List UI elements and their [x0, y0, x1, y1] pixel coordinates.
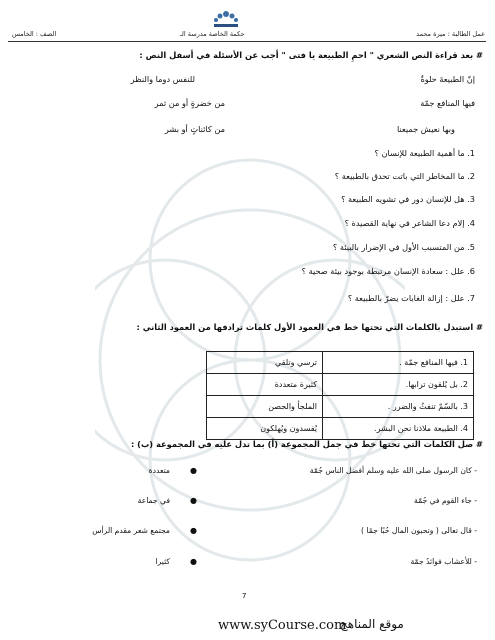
table-row — [207, 396, 474, 418]
table-cell-word: 4. الطبيعة ملاذنا نحن البشر. — [323, 418, 474, 440]
q1-question-2: 2. ما المخاطر التي باتت تحدق بالطبيعة ؟ — [334, 171, 475, 181]
group-a-item-2: - جاء القوم في جُمّة — [414, 496, 477, 505]
q1-question-1: 1. ما أهمية الطبيعة للإنسان ؟ — [374, 148, 475, 158]
q3-instruction: # صل الكلمات التي تحتها خط في جمل المجموعة (أ) بما تدل عليه في المجموعة (ب) : — [130, 439, 483, 449]
header-divider — [8, 41, 486, 42]
table-row — [207, 352, 474, 374]
q1-question-6: 6. علل : سعادة الإنسان مرتبطة بوجود بيئة صحية ؟ — [301, 266, 475, 276]
q1-question-3: 3. هل للإنسان دور في تشويه الطبيعة ؟ — [341, 194, 475, 204]
poem-line-1-second: للنفس دوما والنظر — [130, 74, 195, 84]
q1-instruction: # بعد قراءة النص الشعري " احمِ الطبيعة يا فتى " أجب عن الأسئلة في أسفل النص : — [139, 50, 483, 60]
poem-line-3-first: وبها نعيش جميعنا — [396, 124, 455, 134]
group-b-item-1: متعددة — [148, 466, 170, 475]
table-cell-synonym: الملجأ والحصن — [207, 396, 323, 418]
table-cell-word: 1. فيها المنافع جمّة . — [323, 352, 474, 374]
bullet-icon: ● — [190, 526, 197, 535]
table-cell-word: 2. بل يُلقون ترابها. — [323, 374, 474, 396]
table-cell-synonym: يُفسدون ويُهلكون — [207, 418, 323, 440]
group-b-item-4: كثيرا — [155, 557, 170, 566]
q1-question-4: 4. إلام دعا الشاعر في نهاية القصيدة ؟ — [344, 218, 475, 228]
student-name: عمل الطالبة : ميرة محمد — [416, 30, 485, 38]
footer-site-url[interactable]: www.syCourse.com — [218, 618, 347, 633]
bullet-icon: ● — [190, 466, 197, 475]
synonyms-table — [206, 351, 474, 440]
q1-question-5: 5. من المتسبب الأول في الإضرار بالبيئة ؟ — [332, 242, 475, 252]
grade-label: الصف : الخامس — [12, 30, 57, 38]
group-a-item-3: - قال تعالى ( وتحبون المال حُبًا جمًا ) — [361, 526, 477, 535]
table-cell-synonym: ترسي وتلقي — [207, 352, 323, 374]
table-cell-word: 3. بالسّمّ تنفثُ والضرر . — [323, 396, 474, 418]
q2-instruction: # استبدل بالكلمات التي تحتها خط في العمود الأول كلمات ترادفها من العمود الثاني : — [136, 322, 483, 332]
group-b-item-2: في جماعة — [137, 496, 170, 505]
school-logo — [208, 8, 244, 30]
group-a-item-4: - للأعشاب فوائدُ جمّة — [410, 557, 477, 566]
q1-question-7: 7. علل : إزالة الغابات يضرّ بالطبيعة ؟ — [347, 293, 475, 303]
poem-line-2-second: من خضرةٍ أو من ثمر — [154, 98, 225, 108]
school-name: حكمة الخاصة مدرسة الـ — [180, 30, 245, 38]
poem-line-1-first: إنّ الطبيعةَ حلوةٌ — [420, 74, 475, 84]
table-row — [207, 418, 474, 440]
table-row — [207, 374, 474, 396]
footer-site-name: موقع المناهج — [340, 617, 404, 631]
group-b-item-3: مجتمع شعر مقدم الرأس — [92, 526, 170, 535]
poem-line-3-second: من كائناتٍ أو بشر — [164, 124, 225, 134]
bullet-icon: ● — [190, 557, 197, 566]
page-number: 7 — [242, 592, 247, 600]
bullet-icon: ● — [190, 496, 197, 505]
group-a-item-1: - كان الرسول صلى الله عليه وسلم أفضل الناس جُمّة — [309, 466, 477, 475]
poem-line-2-first: فيها المنافع جمّة — [420, 98, 475, 108]
table-cell-synonym: كثيرة متعددة — [207, 374, 323, 396]
